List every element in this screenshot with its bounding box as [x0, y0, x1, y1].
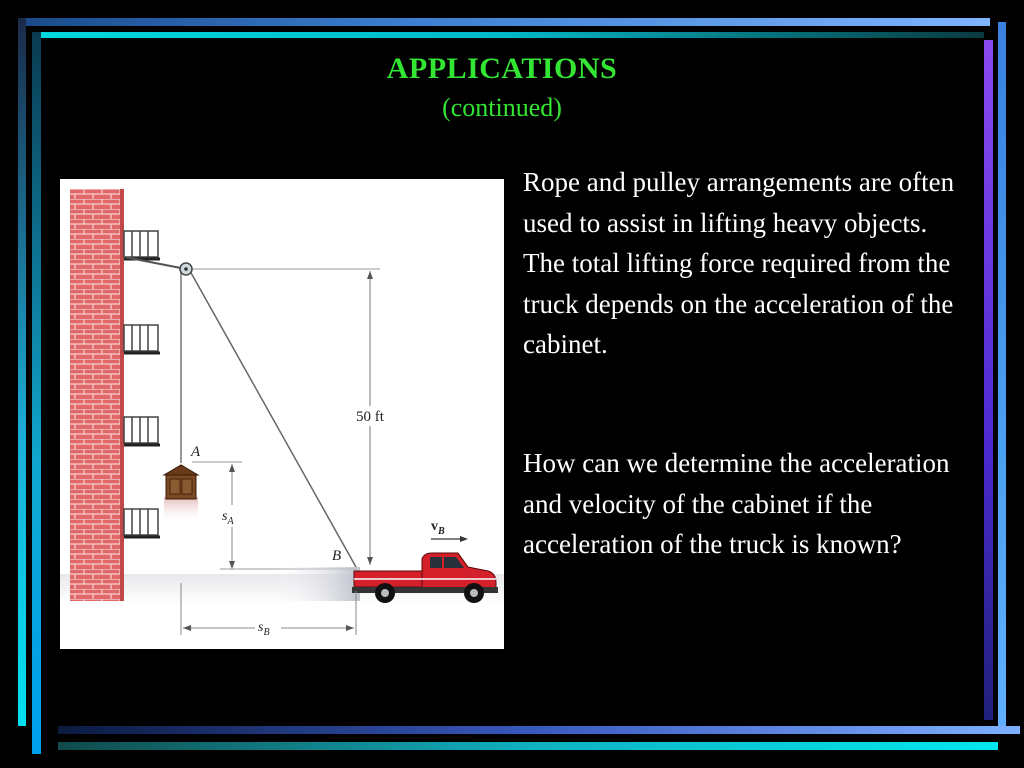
cabinet [164, 465, 198, 499]
bottom-accent-bar-inner [58, 726, 1020, 734]
left-accent-bar [18, 18, 26, 726]
brick-wall [70, 189, 124, 601]
sb-label: $s_B$ [258, 620, 270, 638]
paragraph-rope-pulley: Rope and pulley arrangements are often used to assist in lifting heavy objects. The total lifting force required from the truck depends on the acceleration of the cabinet. [523, 167, 955, 359]
height-label: 50 ft [356, 409, 384, 425]
point-a-label: A [191, 444, 201, 460]
top-accent-bar-inner [32, 32, 984, 38]
right-accent-bar-inner [984, 40, 993, 720]
balcony [124, 325, 160, 353]
right-accent-bar [998, 22, 1006, 734]
balcony [124, 231, 160, 259]
rope-diagonal [190, 271, 356, 567]
slide-subtitle: (continued) [442, 93, 562, 122]
slide-title: APPLICATIONS [386, 52, 618, 85]
left-accent-bar-inner [32, 32, 41, 754]
point-b-label: B [332, 548, 342, 564]
top-accent-bar [18, 18, 990, 26]
pulley-truck-figure [60, 179, 504, 649]
paragraph-question: How can we determine the acceleration and velocity of the cabinet if the acceleration of the truck is known? [523, 448, 950, 559]
sa-label: $s_A$ [222, 509, 234, 527]
bottom-accent-bar [58, 742, 998, 750]
balcony [124, 417, 160, 445]
vb-label: $v_B$ [431, 519, 445, 537]
balcony [124, 509, 160, 537]
